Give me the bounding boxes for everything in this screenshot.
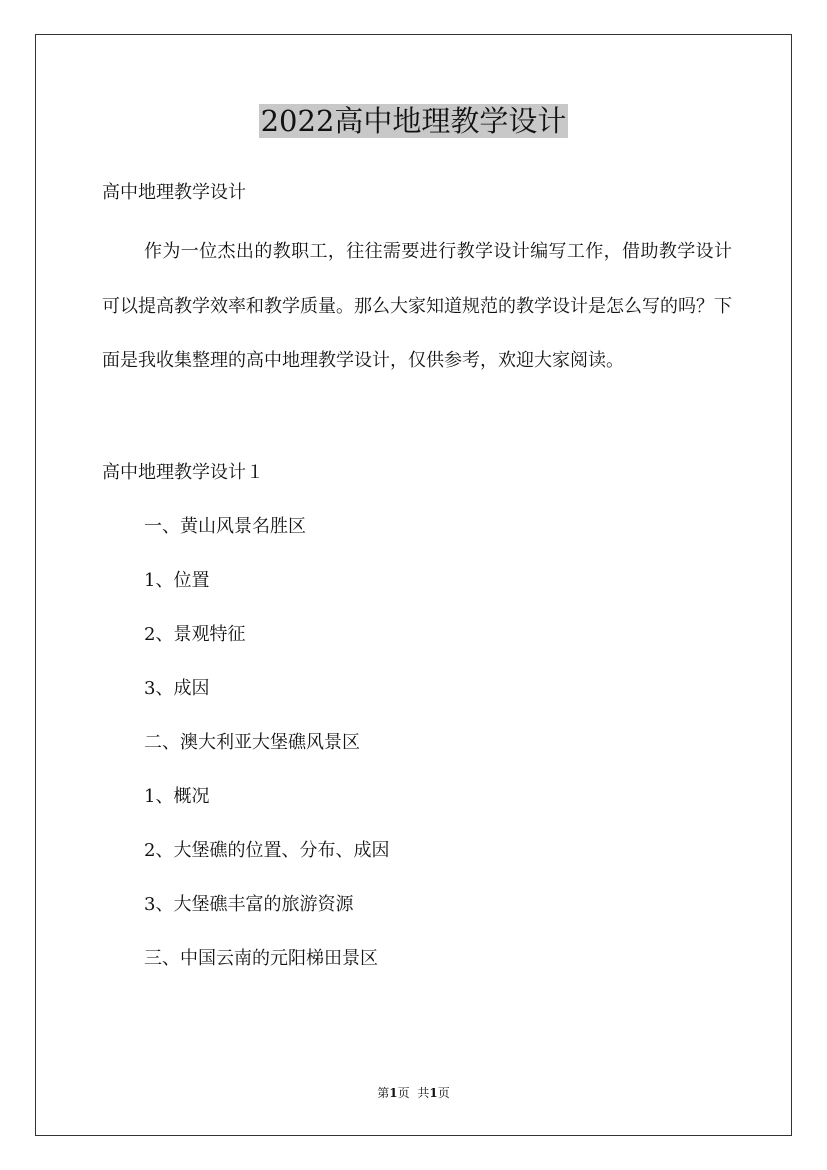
footer-page-number: 1 <box>389 1086 398 1100</box>
outline-item: 2、景观特征 <box>144 623 246 645</box>
document-title <box>0 101 827 141</box>
outline-item: 三、中国云南的元阳梯田景区 <box>144 947 378 969</box>
outline-item: 一、黄山风景名胜区 <box>144 515 306 537</box>
outline-item: 1、位置 <box>144 569 210 591</box>
footer-total-pages: 1 <box>429 1086 438 1100</box>
document-title-text: 2022高中地理教学设计 <box>260 104 567 138</box>
outline-item: 2、大堡礁的位置、分布、成因 <box>144 839 390 861</box>
outline-item: 1、概况 <box>144 785 210 807</box>
intro-paragraph: 作为一位杰出的教职工，往往需要进行教学设计编写工作，借助教学设计可以提高教学效率和教学质量。那么大家知道规范的教学设计是怎么写的吗？下面是我收集整理的高中地理教学设计，仅供参考，欢迎大家阅读。 <box>102 241 732 371</box>
outline-item: 3、成因 <box>144 677 210 699</box>
footer-total-prefix: 共 <box>417 1086 430 1100</box>
intro-heading: 高中地理教学设计 <box>102 182 246 203</box>
page-footer <box>0 1083 827 1103</box>
outline-item: 3、大堡礁丰富的旅游资源 <box>144 893 354 915</box>
footer-total-suffix: 页 <box>437 1086 450 1100</box>
footer-page-suffix: 页 <box>397 1086 410 1100</box>
outline-list <box>102 509 732 977</box>
document-body <box>102 175 732 977</box>
section-heading-1: 高中地理教学设计１ <box>102 461 264 483</box>
outline-item: 二、澳大利亚大堡礁风景区 <box>144 731 360 753</box>
footer-page-prefix: 第 <box>377 1086 390 1100</box>
